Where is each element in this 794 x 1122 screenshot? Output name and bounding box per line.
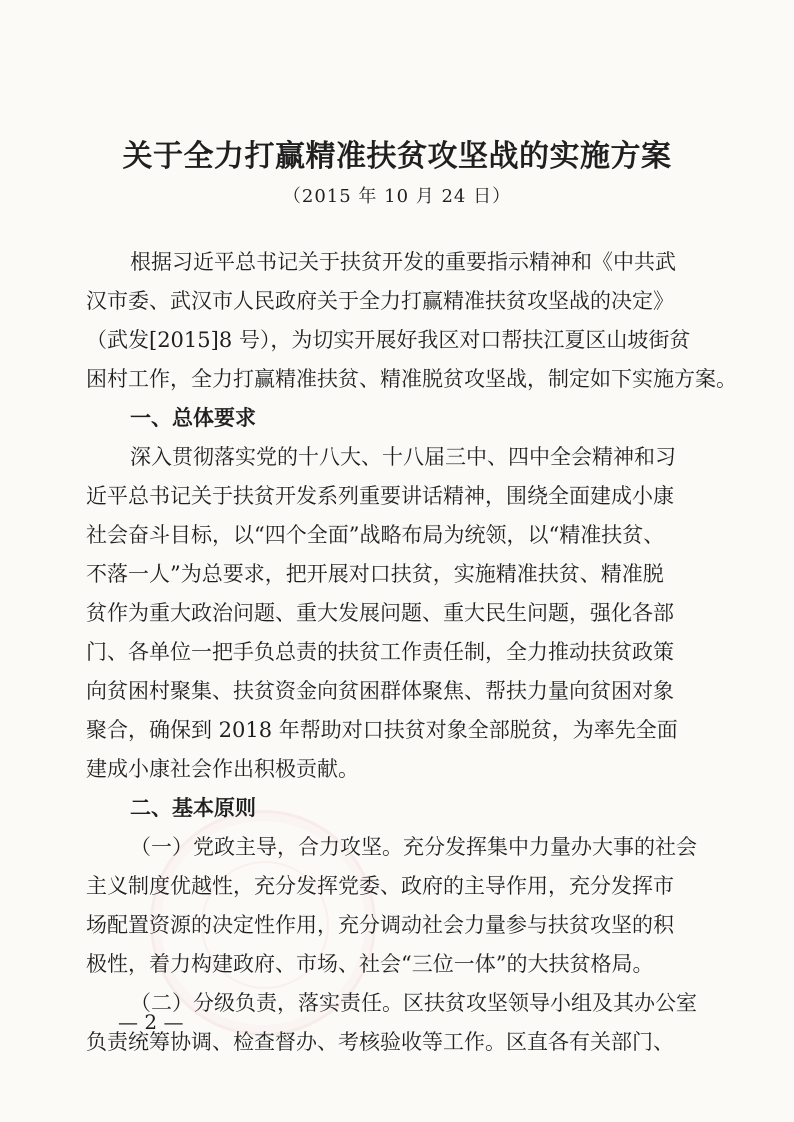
document-page: 关于全力打赢精准扶贫攻坚战的实施方案 （2015 年 10 月 24 日） 根据习近平总书记关于扶贫开发的重要指示精神和《中共武 汉市委、武汉市人民政府关于全力打赢精准扶贫攻坚战的决定》 （武发[2015]8 号），为切实开展好我区对口帮扶江夏区山坡街贫 困村工作，全力打赢精准扶贫、精准脱贫攻坚战，制定如下实施方案。 一、总体要求 深入贯彻落实党的十八大、十八届三中、四中全会精神和习 近平总书记关于扶贫开发系列重要讲话精神，围绕全面建成小康 社会奋斗目标，以“四个全面”战略布局为统领，以“精准扶贫、 不落一人”为总要求，把开展对口扶贫，实施精准扶贫、精准脱 贫作为重大政治问题、重大发展问题、重大民生问题，强化各部 门、各单位一把手负总责的扶贫工作责任制，全力推动扶贫政策 向贫困村聚集、扶贫资金向贫困群体聚焦、帮扶力量向贫困对象 聚合，确保到 2018 年帮助对口扶贫对象全部脱贫，为率先全面 建成小康社会作出积极贡献。 二、基本原则 （一）党政主导，合力攻坚。充分发挥集中力量办大事的社会 主义制度优越性，充分发挥党委、政府的主导作用，充分发挥市 场配置资源的决定性作用，充分调动社会力量参与扶贫攻坚的积 极性，着力构建政府、市场、社会“三位一体”的大扶贫格局。 （二）分级负责，落实责任。区扶贫攻坚领导小组及其办公室 负责统筹协调、检查督办、考核验收等工作。区直各有关部门、 — 2 — (0, 0, 794, 1122)
document-date: （2015 年 10 月 24 日） (282, 186, 512, 207)
page-number: — 2 — (118, 1010, 184, 1034)
document-title: 关于全力打赢精准扶贫攻坚战的实施方案 (122, 139, 672, 174)
